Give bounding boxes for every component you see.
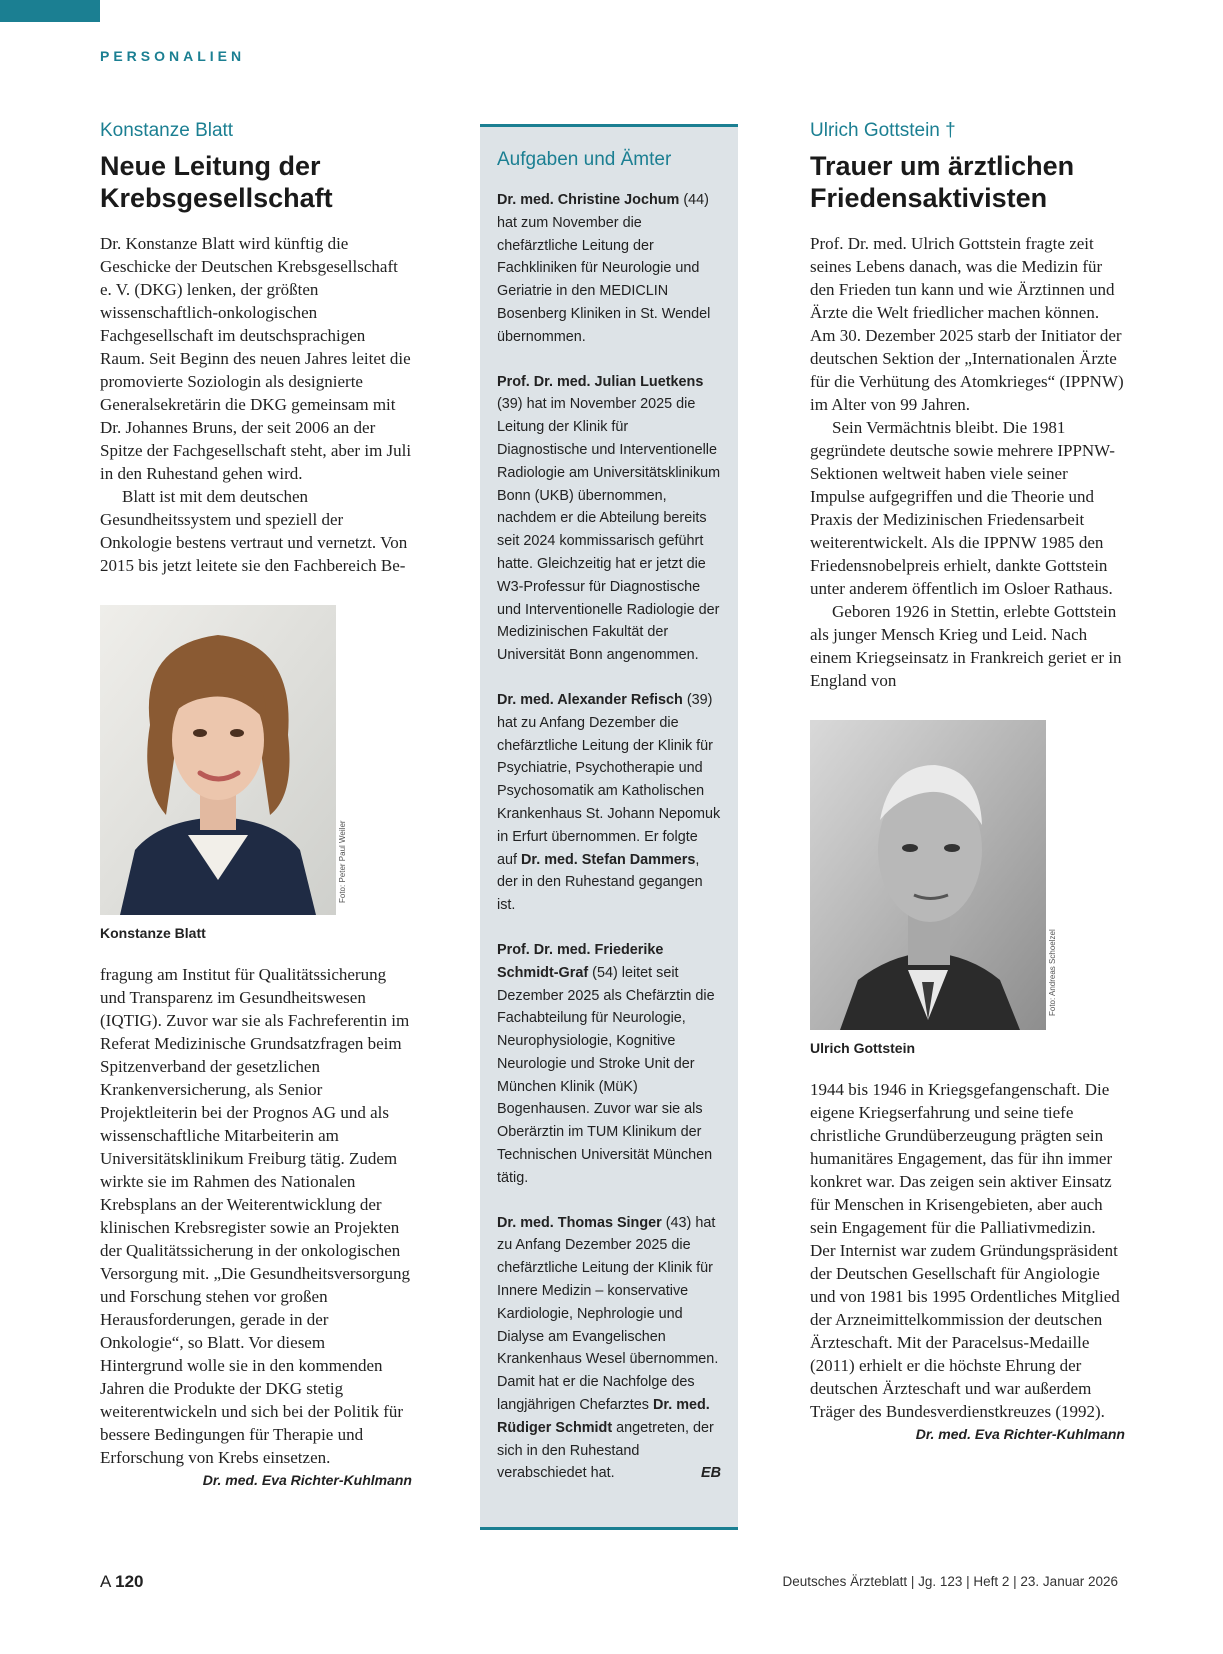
author-byline: Dr. med. Eva Richter-Kuhlmann: [202, 1472, 412, 1488]
article-headline: [100, 150, 412, 214]
photo-caption: Konstanze Blatt: [100, 925, 206, 941]
photo-credit: Foto: Peter Paul Weiler: [338, 820, 347, 903]
paragraph: Blatt ist mit dem deutschen Gesundheitssystem und speziell der Onkologie bestens vertraut und vernetzt. Von 2015 bis jetzt leitete sie den Fachbereich Be-: [100, 487, 408, 575]
info-box: [480, 124, 738, 1530]
article-body: [810, 232, 1125, 692]
info-box-entries: [497, 189, 721, 1485]
article-headline: [810, 150, 1125, 214]
entry-text: angetreten, der sich in den Ruhestand verabschiedet hat.: [497, 1419, 714, 1482]
person-name: Dr. med. Alexander Refisch: [497, 691, 683, 708]
paragraph: Sein Vermächtnis bleibt. Die 1981 gegründete deutsche sowie mehrere IPPNW-Sektionen weltweit haben viele seiner Impulse aufgegriffen und die Theorie und Praxis der Medizinischen Friedensarbeit weiterentwickelt. Als die IPPNW 1985 den Friedensnobelpreis erhielt, dankte Gottstein unter anderem öffentlich im Osloer Rathaus.: [810, 418, 1115, 598]
entry-text: (39) hat im November 2025 die Leitung der Klinik für Diagnostische und Interventionelle Radiologie am Universitätsklinikum Bonn (UKB) übernommen, nachdem er die Abteilung bereits seit 2024 kommissarisch geführt hatte. Gleichzeitig hat er jetzt die W3-Professur für Diagnostische und Interventionelle Radiologie der Medizinischen Fakultät der Universität Bonn angenommen.: [497, 396, 721, 664]
article-left: [100, 120, 412, 1492]
person-name: Prof. Dr. med. Julian Luetkens: [497, 373, 704, 390]
photo-caption: Ulrich Gottstein: [810, 1040, 916, 1056]
headline-line: Krebsgesellschaft: [100, 183, 333, 213]
person-name: Dr. med. Rüdiger Schmidt: [497, 1397, 710, 1436]
paragraph: [810, 1078, 1125, 1442]
person-name: Dr. med. Stefan Dammers: [521, 851, 696, 868]
info-box-entry: [497, 371, 721, 667]
article-kicker: Konstanze Blatt: [100, 120, 234, 141]
page-prefix: A: [100, 1572, 111, 1591]
article-body-continued: [810, 1078, 1125, 1442]
info-box-entry: [497, 189, 721, 349]
paragraph: [100, 963, 412, 1488]
top-accent-bar: [0, 0, 100, 22]
page-number: [100, 1572, 144, 1592]
info-box-title: Aufgaben und Ämter: [497, 149, 672, 170]
info-box-entry: [497, 1212, 721, 1486]
entry-text: (44) hat zum November die chefärztliche Leitung der Fachkliniken für Neurologie und Geriatrie in den MEDICLIN Bosenberg Kliniken in St. Wendel übernommen.: [497, 192, 711, 345]
article-body: [100, 232, 412, 577]
portrait-figure: [100, 605, 350, 941]
photo-credit: Foto: Andreas Schoelzel: [1048, 929, 1057, 1016]
entry-text: (54) leitet seit Dezember 2025 als Chefärztin die Fachabteilung für Neurologie, Neurophysiologie, Kognitive Neurologie und Stroke Unit der München Klinik (MüK) Bogenhausen. Zuvor war sie als Oberärztin im TUM Klinikum der Technischen Universität München tätig.: [497, 964, 715, 1186]
headline-line: Trauer um ärztlichen: [810, 151, 1075, 181]
journal-info: Deutsches Ärzteblatt | Jg. 123 | Heft 2 | 23. Januar 2026: [782, 1574, 1118, 1589]
headline-line: Friedensaktivisten: [810, 183, 1048, 213]
article-kicker: Ulrich Gottstein †: [810, 120, 956, 141]
paragraph: Geboren 1926 in Stettin, erlebte Gottstein als junger Mensch Krieg und Leid. Nach einem Kriegseinsatz in Frankreich geriet er in England von: [810, 602, 1122, 690]
portrait-figure: [810, 720, 1060, 1056]
paragraph-text: fragung am Institut für Qualitätssicherung und Transparenz im Gesundheitswesen (IQTIG). Zuvor war sie als Fachreferentin im Referat Medizinische Grundsatzfragen beim Spitzenverband der gesetzlichen Krankenversicherung, als Senior Projektleiterin bei der Prognos AG und als wissenschaftliche Mitarbeiterin am Universitätsklinikum Freiburg tätig. Zudem wirkte sie im Rahmen des Nationalen Krebsplans an der Weiterentwicklung der klinischen Krebsregister sowie an Projekten der Qualitätssicherung in der onkologischen Versorgung mit. „Die Gesundheitsversorgung und Forschung stehen vor großen Herausforderungen, gerade in der Onkologie“, so Blatt. Vor diesem Hintergrund wolle sie in den kommenden Jahren die Produkte der DKG stetig weiterentwickeln und sich bei der Politik für bessere Bedingungen für Therapie und Erforschung von Krebs einsetzen.: [100, 965, 411, 1467]
paragraph: Prof. Dr. med. Ulrich Gottstein fragte zeit seines Lebens danach, was die Medizin für den Frieden tun kann und wie Ärztinnen und Ärzte die Welt friedlicher machen können. Am 30. Dezember 2025 starb der Initiator der deutschen Sektion der „Internationalen Ärzte für die Verhütung des Atomkrieges“ (IPPNW) im Alter von 99 Jahren.: [810, 234, 1124, 414]
entry-text: , der in den Ruhestand gegangen ist.: [497, 851, 703, 914]
person-name: Dr. med. Thomas Singer: [497, 1214, 662, 1231]
entry-text: (39) hat zu Anfang Dezember die chefärztliche Leitung der Klinik für Psychiatrie, Psychotherapie und Psychosomatik am Katholischen Krankenhaus St. Johann Nepomuk in Erfurt übernommen. Er folgte auf: [497, 691, 721, 868]
info-box-signature: EB: [701, 1465, 721, 1482]
paragraph-text: 1944 bis 1946 in Kriegsgefangenschaft. Die eigene Kriegserfahrung und seine tiefe christliche Grundüberzeugung prägten sein humanitäres Engagement, das für ihn immer konkret war. Das zeigen sein aktiver Einsatz für Menschen in Krisengebieten, aber auch sein Engagement für die Palliativmedizin. Der Internist war zudem Gründungspräsident der Deutschen Gesellschaft für Angiologie und von 1981 bis 1995 Ordentliches Mitglied der Arzneimittelkommission der deutschen Ärzteschaft. Mit der Paracelsus-Medaille (2011) erhielt er die höchste Ehrung der deutschen Ärzteschaft und war außerdem Träger des Bundesverdienstkreuzes (1992).: [810, 1080, 1120, 1421]
info-box-entry: [497, 689, 721, 917]
portrait-photo: [810, 720, 1046, 1030]
section-label: PERSONALIEN: [100, 48, 246, 64]
info-box-entry: [497, 939, 721, 1190]
portrait-photo: [100, 605, 336, 915]
article-body-continued: [100, 963, 412, 1488]
page-number-value: 120: [115, 1572, 144, 1591]
author-byline: Dr. med. Eva Richter-Kuhlmann: [915, 1426, 1125, 1442]
article-right: [810, 120, 1125, 1446]
headline-line: Neue Leitung der: [100, 151, 321, 181]
paragraph: Dr. Konstanze Blatt wird künftig die Geschicke der Deutschen Krebsgesellschaft e. V. (DKG) lenken, der größten wissenschaftlich-onkologischen Fachgesellschaft im deutschsprachigen Raum. Seit Beginn des neuen Jahres leitet die promovierte Soziologin als designierte Generalsekretärin die DKG gemeinsam mit Dr. Johannes Bruns, der seit 2006 an der Spitze der Fachgesellschaft steht, aber im Juli in den Ruhestand gehen wird.: [100, 234, 412, 483]
entry-text: (43) hat zu Anfang Dezember 2025 die chefärztliche Leitung der Klinik für Innere Medizin – konservative Kardiologie, Nephrologie und Dialyse am Evangelischen Krankenhaus Wesel übernommen. Damit hat er die Nachfolge des langjährigen Chefarztes: [497, 1214, 719, 1414]
person-name: Prof. Dr. med. Friederike Schmidt-Graf: [497, 941, 664, 981]
person-name: Dr. med. Christine Jochum: [497, 192, 680, 208]
